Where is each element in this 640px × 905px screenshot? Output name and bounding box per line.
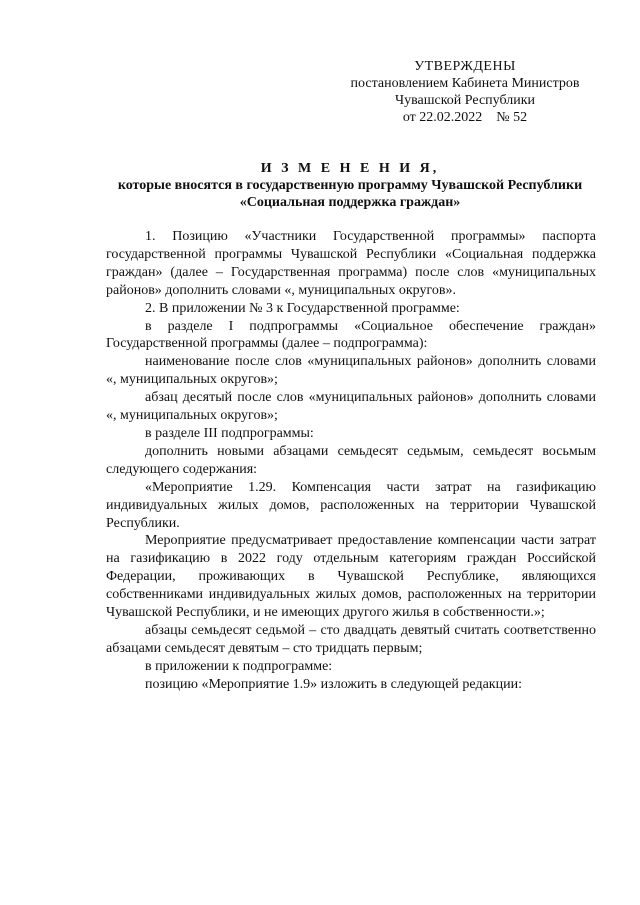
approval-line-2: Чувашской Республики [394,93,536,108]
approval-block [330,58,600,126]
paragraph: абзац десятый после слов «муниципальных районов» дополнить словами «, муниципальных округов»; [106,390,596,424]
paragraph: позицию «Мероприятие 1.9» изложить в следующей редакции: [145,676,522,692]
document-body [106,228,596,694]
document-subtitle-line-2: «Социальная поддержка граждан» [239,195,461,210]
paragraph: абзацы семьдесят седьмой – сто двадцать девятый считать соответственно абзацами семьдесят девятым – сто тридцать первым; [106,622,596,656]
approval-number: № 52 [496,110,528,125]
paragraph: дополнить новыми абзацами семьдесят седьмым, семьдесят восьмым следующего содержания: [106,443,596,477]
paragraph: 1. Позицию «Участники Государственной программы» паспорта государственной программы Чувашской Республики «Социальная поддержка граждан» (далее – Государственная программа) после слов «муниципальных районов» дополнить словами «, муниципальных округов». [106,229,596,298]
approval-line-1: постановлением Кабинета Министров [350,76,580,91]
approval-title: УТВЕРЖДЕНЫ [414,59,516,74]
paragraph: в разделе I подпрограммы «Социальное обеспечение граждан» Государственной программы (далее – подпрограмма): [106,318,596,352]
approval-date-line [330,109,600,126]
paragraph: «Мероприятие 1.29. Компенсация части затрат на газификацию индивидуальных жилых домов, расположенных на территории Чувашской Республики. [106,479,596,531]
document-title: И З М Е Н Е Н И Я, [260,161,440,176]
paragraph: в разделе III подпрограммы: [145,425,314,441]
paragraph: наименование после слов «муниципальных районов» дополнить словами «, муниципальных округов»; [106,354,596,388]
paragraph: в приложении к подпрограмме: [145,658,333,674]
paragraph: 2. В приложении № 3 к Государственной программе: [145,300,460,316]
approval-date: от 22.02.2022 [402,110,483,125]
paragraph: Мероприятие предусматривает предоставление компенсации части затрат на газификацию в 2022 году отдельным категориям граждан Российской Федерации, проживающих в Чувашской Республике, являющихся собственниками индивидуальных жилых домов, расположенных на территории Чувашской Республики, и не имеющих другого жилья в собственности.»; [106,533,596,621]
document-subtitle-line-1: которые вносятся в государственную программу Чувашской Республики [117,178,583,193]
document-heading [80,160,620,211]
